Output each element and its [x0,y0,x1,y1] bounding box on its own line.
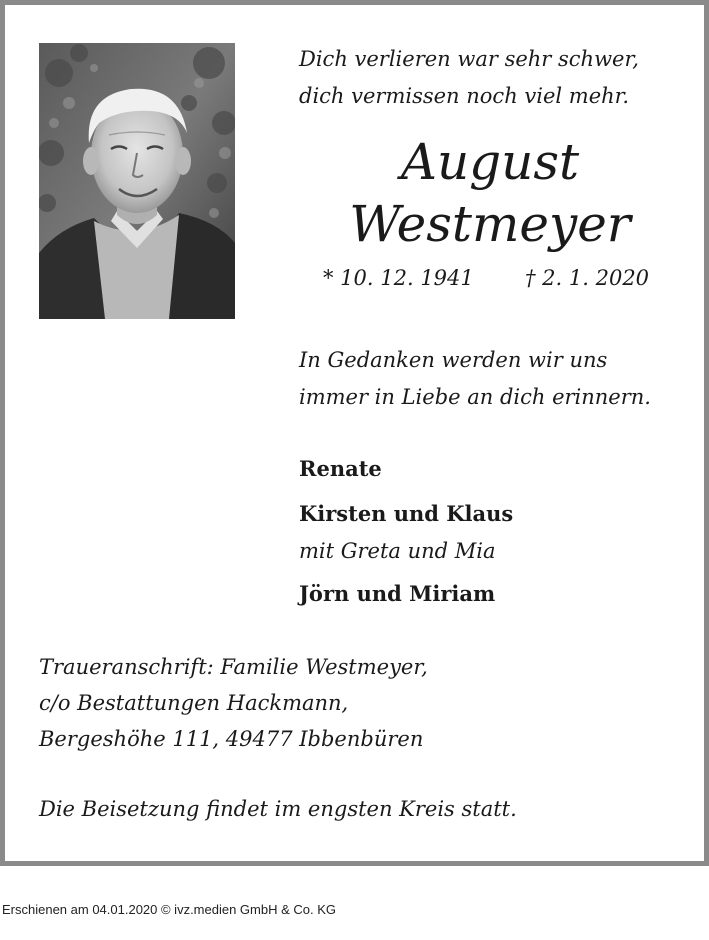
remembrance-line-1: In Gedanken werden wir uns [299,348,608,372]
address-line-2: c/o Bestattungen Hackmann, [39,691,349,715]
deceased-first-name: August [400,133,580,191]
deceased-last-name: Westmeyer [349,195,631,253]
burial-note: Die Beisetzung findet im engsten Kreis statt. [39,797,517,821]
mourning-address [39,649,428,757]
mourner-children: mit Greta und Mia [299,539,496,563]
remembrance-line-2: immer in Liebe an dich erinnern. [299,385,651,409]
portrait-photo [39,43,235,319]
address-line-3: Bergeshöhe 111, 49477 Ibbenbüren [39,727,424,751]
verse-line-2: dich vermissen noch viel mehr. [299,84,630,108]
publication-footer: Erschienen am 04.01.2020 © ivz.medien GmbH & Co. KG [2,902,337,917]
mourner-kirsten-klaus: Kirsten und Klaus [299,501,514,526]
address-line-1: Traueranschrift: Familie Westmeyer, [39,655,428,679]
death-date: † 2. 1. 2020 [525,266,650,290]
remembrance-text [299,342,669,416]
verse-line-1: Dich verlieren war sehr schwer, [299,47,639,71]
verse [299,41,679,115]
mourner-joern-miriam: Jörn und Miriam [299,581,496,606]
birth-date: * 10. 12. 1941 [323,266,474,290]
mourner-renate: Renate [299,456,382,481]
